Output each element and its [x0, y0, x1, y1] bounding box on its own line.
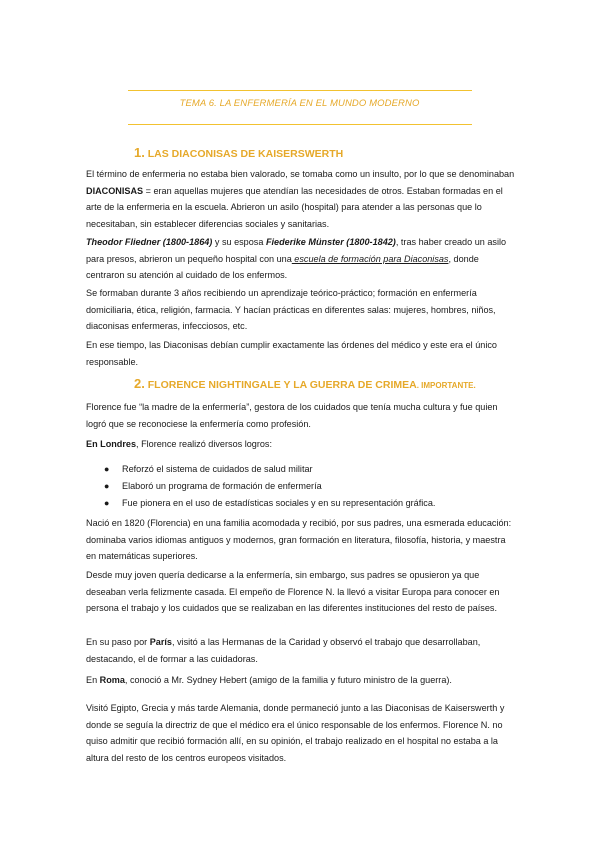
paragraph-nacimiento: Nació en 1820 (Florencia) en una familia acomodada y recibió, por sus padres, una esmerada educación: dominaba varios idiomas antiguos y modernos, gran formación en literatura, filosofía, historia, y maestra en matemáticas superiores. [86, 518, 512, 561]
paragraph-viajes: Visitó Egipto, Grecia y más tarde Alemania, donde permaneció junto a las Diaconisas de Kaiserswerth y donde se seguía la directriz de que el médico era el único responsable de los enfermos. Florence N. no quiso admitir que recibió formación allí, en su opinión, el trabajo realizado en el hospital no estaba a la altura del resto de los centros europeos visitados. [86, 703, 505, 763]
paragraph-florence-madre: Florence fue “la madre de la enfermería”, gestora de los cuidados que tenía mucha cultura y fue quien logró que se reconociese la enfermería como profesión. [86, 402, 498, 429]
place-paris: París [149, 637, 172, 647]
paragraph-paris [86, 634, 516, 667]
list-item-text: Reforzó el sistema de cuidados de salud militar [122, 464, 313, 474]
section-1-heading [134, 145, 343, 160]
paragraph-londres [86, 436, 516, 453]
text: y su esposa [212, 237, 266, 247]
logros-list [104, 461, 514, 511]
header-rule-bottom [128, 124, 472, 125]
name-fliedner: Theodor Fliedner (1800-1864) [86, 237, 213, 247]
term-diaconisas: DIACONISAS [86, 185, 144, 196]
bullet-icon: ● [104, 497, 110, 508]
text: , conoció a Mr. Sydney Hebert (amigo de la familia y futuro ministro de la guerra). [124, 675, 452, 685]
paragraph-ordenes-medico: En ese tiempo, las Diaconisas debían cumplir exactamente las órdenes del médico y este era el único responsable. [86, 340, 497, 367]
text: , tras haber creado un asilo para presos, abrieron un pequeño hospital con una [86, 237, 507, 264]
bullet-icon: ● [104, 480, 110, 491]
section-1-title: LAS DIACONISAS DE KAISERSWERTH [147, 148, 344, 160]
paragraph-diaconisas-intro [86, 166, 516, 232]
text: El término de enfermeria no estaba bien valorado, se tomaba como un insulto, por lo que se denominaban [86, 169, 515, 179]
list-item [104, 478, 514, 495]
underlined-escuela: escuela de formación para Diaconisas [291, 253, 449, 264]
text: = eran aquellas mujeres que atendían las necesidades de otros. Estaban formadas en el arte de la enfermeria en la escuela. Abrieron un asilo (hospital) para atender a las personas que lo necesitaban, sin establecer diferencias sociales y sanitarias. [86, 185, 503, 229]
section-2-number: 2. [134, 376, 145, 391]
paragraph-fliedner [86, 234, 516, 284]
paragraph-formacion: Se formaban durante 3 años recibiendo un aprendizaje teórico-práctico; formación en enfermería domiciliaria, ética, religión, farmacia. Y hacían prácticas en diferentes salas: mujeres, hombres, niños, diaconisas enfermeras, infecciosos, etc. [86, 288, 496, 331]
section-2-title: FLORENCE NIGHTINGALE Y LA GUERRA DE CRIMEA [147, 379, 417, 391]
list-item-text: Elaboró un programa de formación de enfermería [122, 480, 322, 491]
section-1-number: 1. [134, 145, 145, 160]
paragraph-roma [86, 672, 516, 689]
list-item [104, 495, 514, 512]
section-2-note: . IMPORTANTE. [416, 381, 476, 390]
paragraph-vocacion: Desde muy joven quería dedicarse a la enfermería, sin embargo, sus padres se opusieron ya que deseaban verla felizmente casada. El empeño de Florence N. la llevó a visitar Europa para conocer en persona el trabajo y los cuidados que se realizaban en las diferentes instituciones del resto de países. [86, 570, 500, 613]
text: En su paso por [86, 637, 150, 647]
name-munster: Fiederike Münster (1800-1842) [265, 237, 396, 247]
text: , donde centraron su atención al cuidado de los enfermos. [86, 253, 479, 280]
list-item-text: Fue pionera en el uso de estadísticas sociales y en su representación gráfica. [122, 497, 436, 508]
text: , Florence realizó diversos logros: [136, 439, 272, 449]
text: En [86, 675, 100, 685]
header-title: TEMA 6. LA ENFERMERÍA EN EL MUNDO MODERNO [179, 98, 420, 109]
bullet-icon: ● [104, 464, 110, 474]
section-2-heading [134, 376, 476, 391]
header-rule-top [128, 90, 472, 91]
place-londres: En Londres [86, 439, 137, 449]
list-item [104, 461, 514, 478]
place-roma: Roma [99, 675, 125, 685]
text: , visitó a las Hermanas de la Caridad y observó el trabajo que desarrollaban, destacando, el de formar a las cuidadoras. [86, 637, 481, 664]
